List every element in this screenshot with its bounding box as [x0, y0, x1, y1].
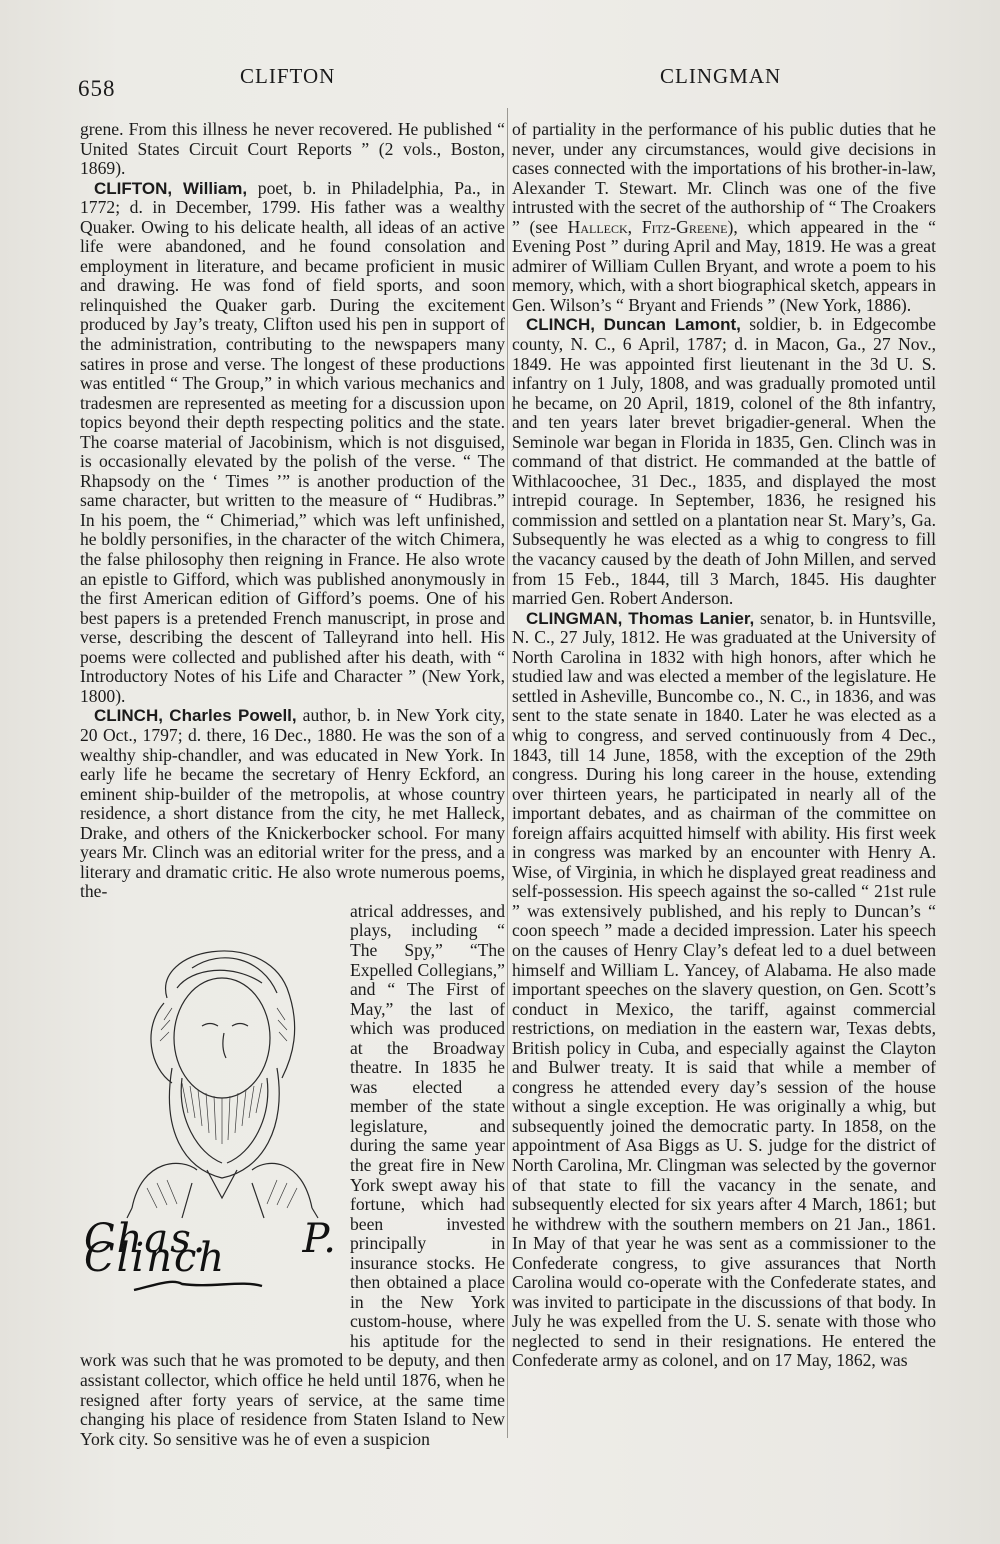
entry-heading: CLIFTON, William, — [94, 178, 248, 198]
running-header — [0, 62, 1000, 102]
signature-chas-p-clinch: Chas. P. Clinch — [84, 1215, 338, 1282]
paragraph-continuation: grene. From this illness he never recovered. He published “ United States Circuit Court Reports ” (2 vols., Boston, 1869). — [80, 119, 505, 179]
entry-clinch-charles-continued: atrical addresses, and plays, including “ The Spy,” “The Expelled Collegians,” and “ The First of May,” the last of which was produced at the Broadway theatre. In 1835 he was elected a member of the state legislature, and during the same year the great fire in New York swept away his fortune, which had been invested principally in insurance stocks. He then obtained a place in the New York custom-house, where his aptitude for the work was such that he was promoted to be deputy, and then assistant collector, which office he held until 1876, when he resigned after forty years of service, at the same time changing his place of residence from Staten Island to New York city. So sensitive was he of even a suspicion — [80, 900, 505, 1449]
entry-body: author, b. in New York city, 20 Oct., 1797; d. there, 16 Dec., 1880. He was the son of a wealthy ship-chandler, and was educated in New York. In early life he became the secretary of Henry Eckford, an eminent ship-builder of the metropolis, at whose country residence, a short distance from the city, he met Halleck, Drake, and others of the Knickerbocker school. For many years Mr. Clinch was an editorial writer for the press, and a literary and dramatic critic. He also wrote numerous poems, the- — [80, 705, 505, 902]
entry-clingman-thomas — [512, 609, 936, 1371]
header-right-title: CLINGMAN — [660, 64, 782, 88]
entry-clifton-william — [80, 179, 505, 707]
entry-body: ), which appeared in the “ Evening Post ” during April and May, 1819. He was a great admirer of William Cullen Bryant, and wrote a poem to his memory, which, with a short biographical sketch, appears in Gen. Wilson’s “ Bryant and Friends ” (New York, 1886). — [512, 216, 936, 315]
entry-body: of partiality in the performance of his public duties that he never, under any circumstances, would give decisions in cases connected with the importations of his brother-in-law, Alexander T. Stewart. Mr. Clinch was one of the five intrusted with the secret of the authorship of “ The Croakers ” (see — [512, 119, 936, 237]
entry-heading: CLINGMAN, Thomas Lanier, — [526, 608, 755, 628]
header-left-title: CLIFTON — [240, 64, 336, 88]
entry-body: poet, b. in Philadelphia, Pa., in 1772; d. in December, 1799. His father was a wealthy Quaker. Owing to his delicate health, all ideas of an active life were abandoned, and he found consolation and employment in literature, and became proficient in music and drawing. He was fond of field sports, and soon relinquished the Quaker garb. During the excitement produced by Jay’s treaty, Clifton used his pen in support of the administration, contributing to the newspapers many satires in prose and verse. The longest of these productions was entitled “ The Group,” in which various mechanics and tradesmen are represented as meeting for a discussion upon topics beyond their depth respecting politics and the state. The coarse material of Jacobinism, which is not disguised, is occasionally elevated by the polish of the verse. “ The Rhapsody on the ‘ Times ’” is another production of the same character, but written to the measure of “ Hudibras.” In his poem, the “ Chimeriad,” which was left unfinished, he boldly personifies, in the character of the witch Chimera, the false philosophy then reigning in France. He also wrote an epistle to Gifford, which was published anonymously in the first American edition of Gifford’s poems. One of his best papers is a pretended French manuscript, in prose and verse, describing the descent of Talleyrand into hell. His poems were collected and published after his death, with “ Introductory Notes of his Life and Character ” (New York, 1800). — [80, 177, 505, 706]
portrait-engraving — [72, 908, 338, 1336]
left-column — [80, 120, 505, 1449]
cross-reference: Halleck, Fitz-Greene — [567, 216, 728, 237]
right-column — [512, 120, 936, 1371]
column-divider — [507, 108, 508, 1438]
entry-clinch-charles — [80, 706, 505, 901]
entry-clinch-charles-end — [512, 120, 936, 315]
entry-heading: CLINCH, Charles Powell, — [94, 706, 297, 726]
entry-body: senator, b. in Huntsville, N. C., 27 July, 1812. He was graduated at the University of North Carolina in 1832 with high honors, after which he studied law and was elected a member of the legislature. He settled in Asheville, Buncombe co., N. C., in 1836, and was sent to the state senate in 1840. Later he was elected as a whig to congress, and served continuously from 4 Dec., 1843, till 14 June, 1858, with the exception of the 29th congress. During his long career in the house, extending over thirteen years, he participated in nearly all of the important debates, and as chairman of the committee on foreign affairs acquitted himself with ability. His first week in congress was marked by an encounter with Henry A. Wise, of Virginia, in which he displayed great readiness and self-possession. His speech against the so-called “ 21st rule ” was extensively published, and his reply to Duncan’s “ coon speech ” made a decided impression. Later his speech on the causes of Henry Clay’s defeat led to a duel between himself and William L. Yancey, of Alabama. He also made important speeches on the slavery question, on Gen. Scott’s conduct in Mexico, the tariff, against commercial restrictions, on mediation in the eastern war, Texas debts, British policy in Cuba, and especially against the Clayton and Bulwer treaty. It is said that while a member of congress he attended every day’s session of the house without a single exception. He was originally a whig, but subsequently joined the democratic party. In 1858, on the appointment of Asa Biggs as U. S. judge for the district of North Carolina, Mr. Clingman was selected by the governor of that state to fill the vacancy in the senate, and subsequently elected for six years after 4 March, 1861; but he withdrew with the southern members on 21 Jan., 1861. In May of that year he was sent as a commissioner to the Confederate congress, to give assurances that North Carolina would co-operate with the Confederate states, and was invited to participate in the discussions of that body. In July he was expelled from the U. S. senate with those who neglected to send in their resignations. He entered the Confederate army as colonel, and on 17 May, 1862, was — [512, 607, 936, 1371]
entry-clinch-duncan — [512, 315, 936, 608]
page-number: 658 — [78, 76, 116, 101]
entry-heading: CLINCH, Duncan Lamont, — [526, 315, 741, 335]
entry-body: soldier, b. in Edgecombe county, N. C., 6 April, 1787; d. in Macon, Ga., 27 Nov., 1849. He was appointed first lieutenant in the 3d U. S. infantry on 1 July, 1808, and was gradually promoted until he became, on 20 April, 1819, colonel of the 8th infantry, and ten years later brevet brigadier-general. When the Seminole war began in Florida in 1835, Gen. Clinch was in command of that district. He commanded at the battle of Withlacoochee, 31 Dec., 1835, and displayed the most intrepid courage. In September, 1836, he resigned his commission and settled on a plantation near St. Mary’s, Ga. Subsequently he was elected as a whig to congress to fill the vacancy caused by the death of John Millen, and served from 15 Feb., 1844, till 3 March, 1845. His daughter married Gen. Robert Anderson. — [512, 314, 936, 609]
